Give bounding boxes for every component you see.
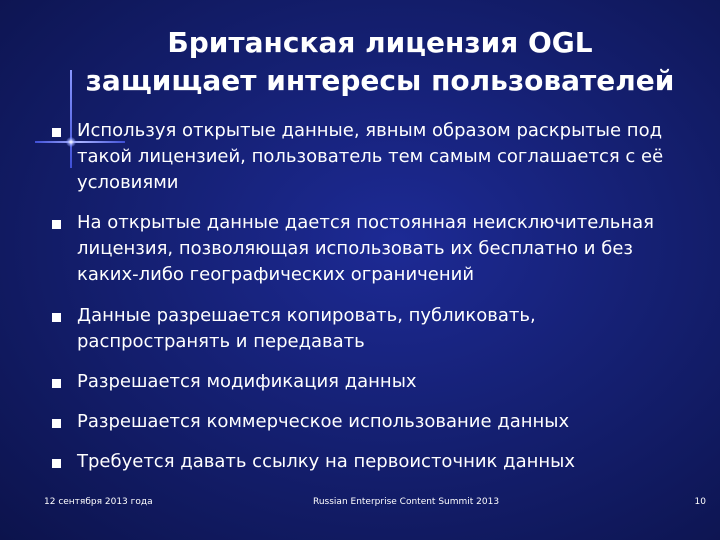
bullet-line: Данные разрешается копировать, публиковать,: [77, 305, 536, 326]
bullet-line: такой лицензией, пользователь тем самым соглашается с её: [77, 146, 664, 167]
bullet-line: каких-либо географических ограничений: [77, 264, 475, 285]
square-bullet-icon: [52, 220, 61, 229]
bullet-line: Разрешается модификация данных: [77, 371, 417, 392]
square-bullet-icon: [52, 459, 61, 468]
bullet-line: условиями: [77, 172, 179, 193]
square-bullet-icon: [52, 128, 61, 137]
bullet-item: [40, 210, 710, 288]
slide-footer: [0, 497, 720, 513]
bullet-list: [40, 118, 710, 475]
bullet-item: [40, 449, 710, 475]
bullet-item: [40, 409, 710, 435]
footer-date: 12 сентября 2013 года: [44, 497, 153, 507]
bullet-line: лицензия, позволяющая использовать их бесплатно и без: [77, 238, 633, 259]
square-bullet-icon: [52, 379, 61, 388]
bullet-line: На открытые данные дается постоянная неисключительная: [77, 212, 655, 233]
slide-title-line-2: защищает интересы пользователей: [85, 64, 675, 97]
footer-event-name: Russian Enterprise Content Summit 2013: [313, 497, 500, 507]
bullet-line: Требуется давать ссылку на первоисточник данных: [77, 451, 576, 472]
bullet-line: Используя открытые данные, явным образом раскрытые под: [77, 120, 663, 141]
bullet-line: распространять и передавать: [77, 331, 365, 352]
square-bullet-icon: [52, 313, 61, 322]
bullet-item: [40, 303, 710, 355]
slide-title: [40, 24, 720, 100]
square-bullet-icon: [52, 419, 61, 428]
page-number: 10: [694, 497, 706, 507]
bullet-line: Разрешается коммерческое использование данных: [77, 411, 570, 432]
bullet-item: [40, 118, 710, 196]
slide-title-line-1: Британская лицензия OGL: [167, 26, 593, 59]
bullet-item: [40, 369, 710, 395]
